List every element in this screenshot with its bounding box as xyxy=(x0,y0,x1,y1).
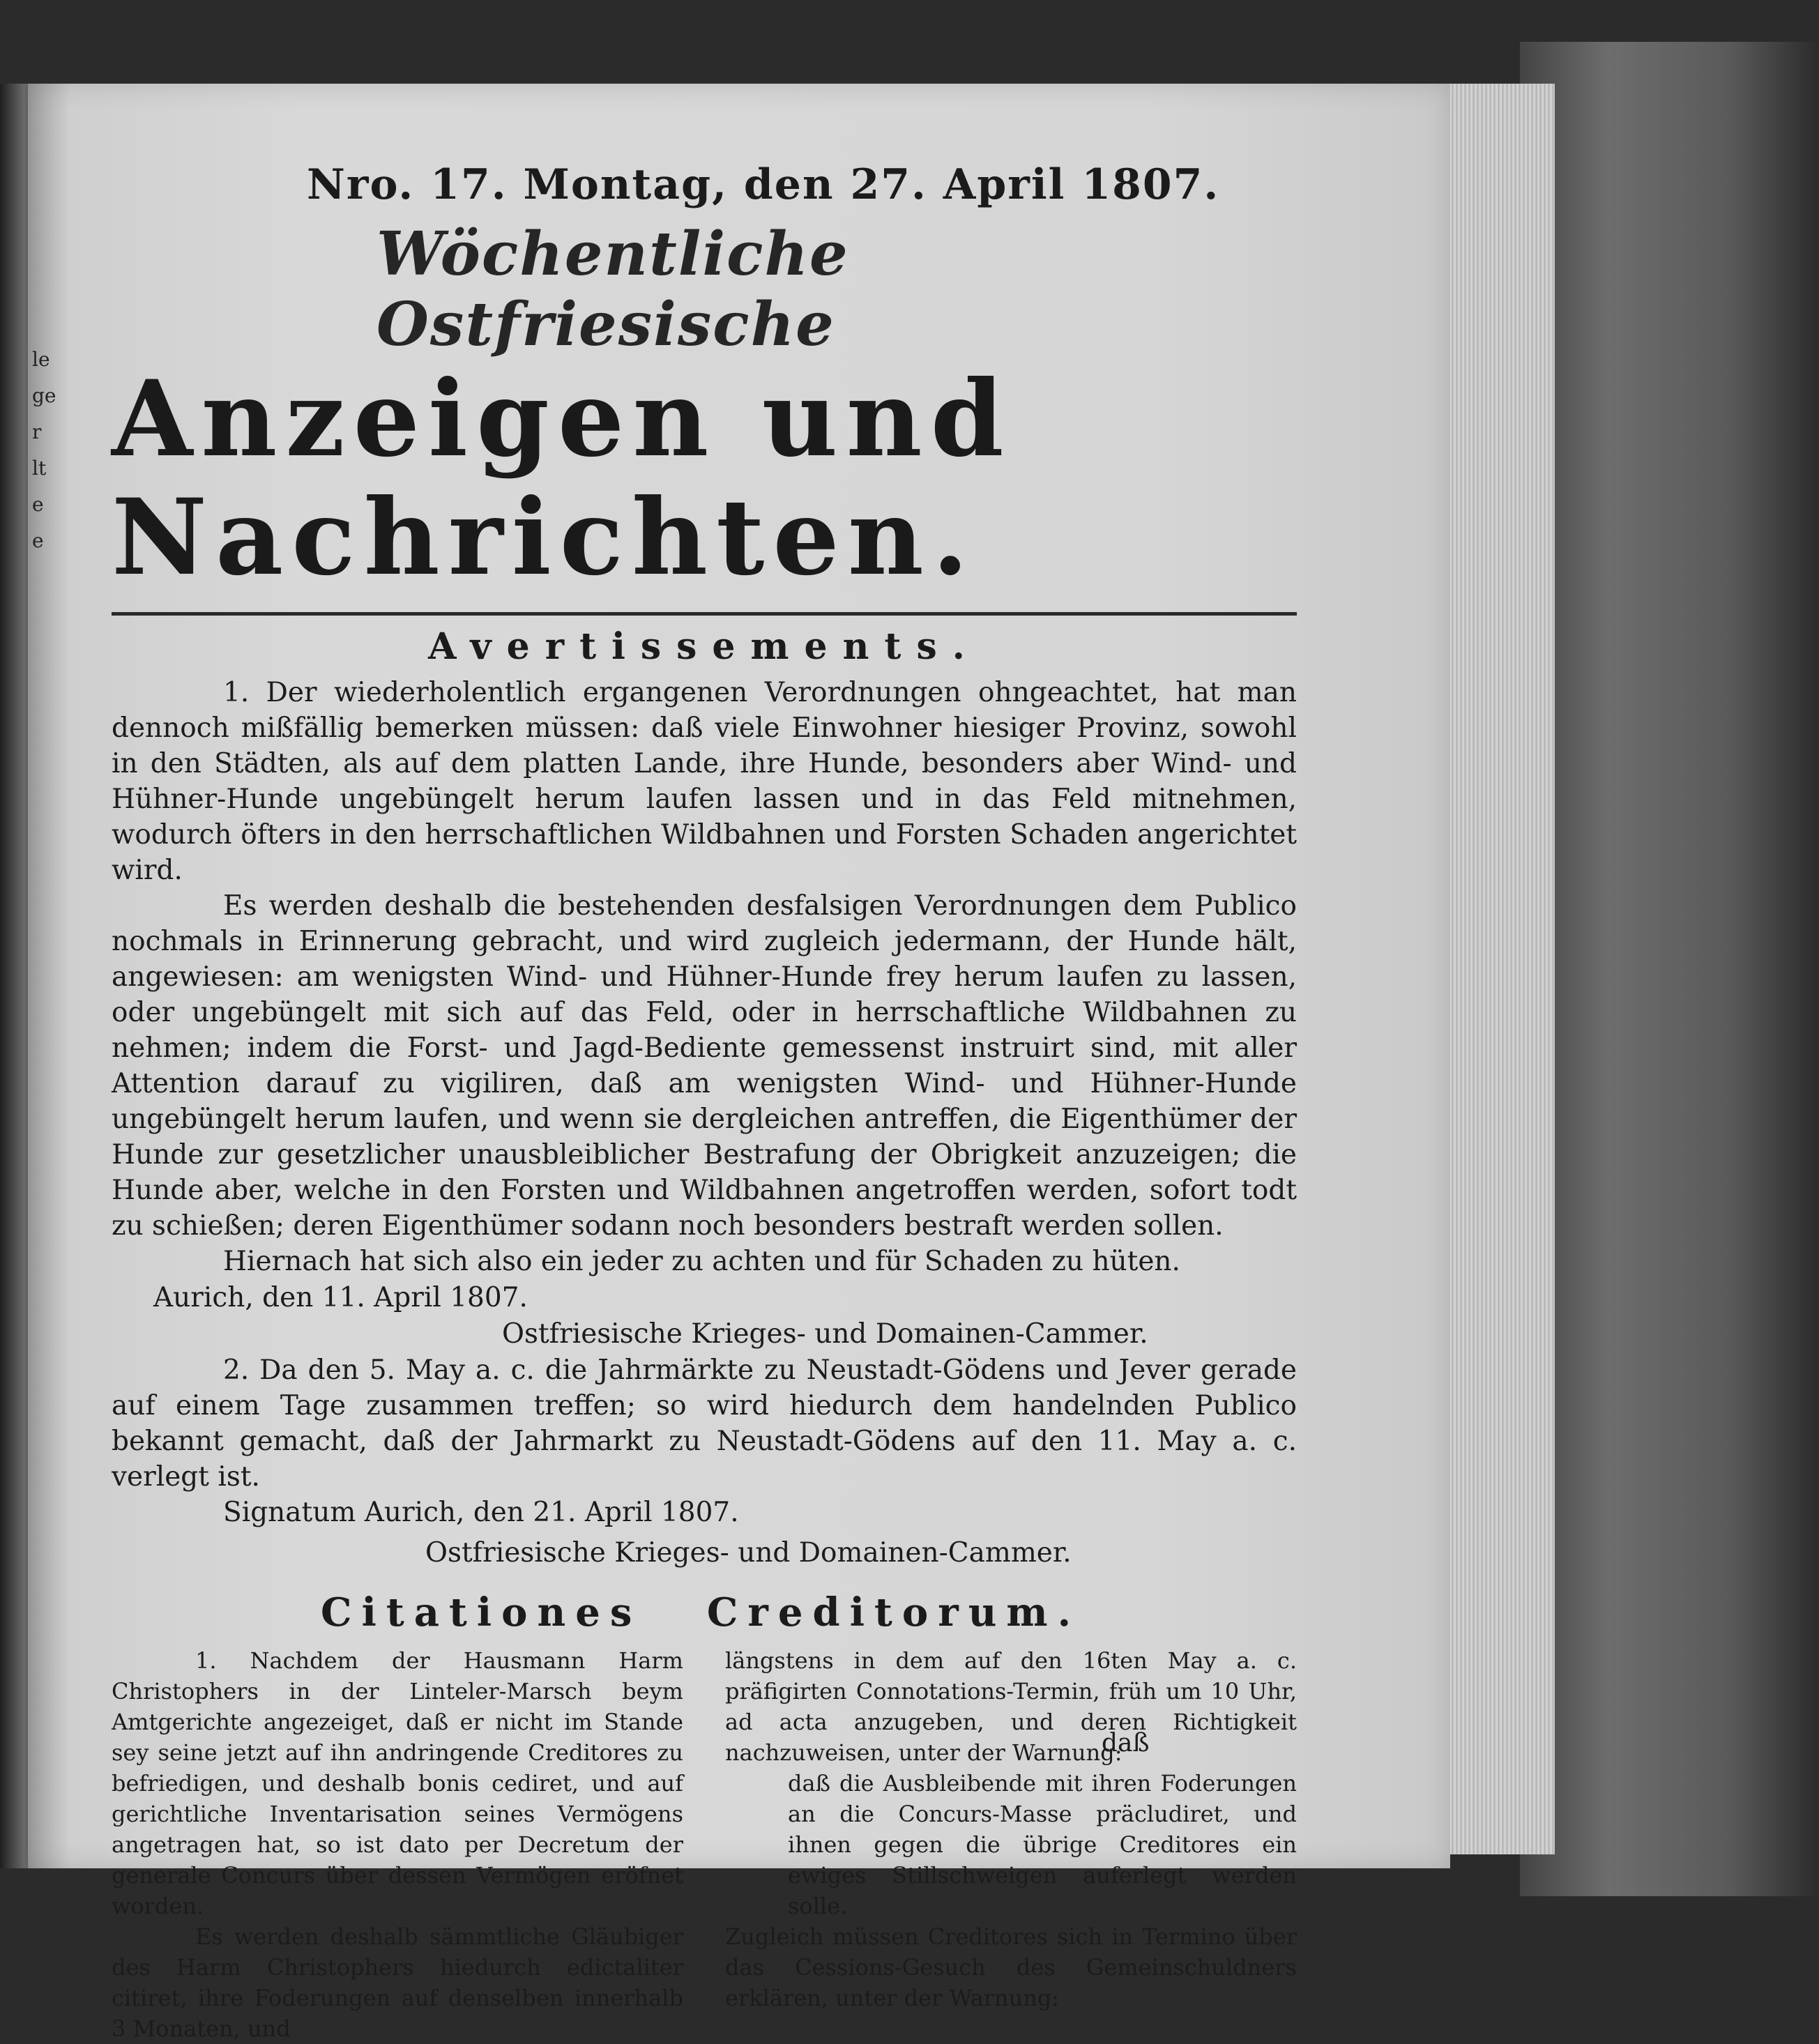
notice-1-paragraph-1: 1. Der wiederholentlich ergangenen Verordnungen ohngeachtet, hat man dennoch mißfällig bemerken müssen: daß viele Einwohner hiesiger Provinz, sowohl in den Städten, als auf dem platten Lande, ihre Hunde, besonders aber Wind- und Hühner-Hunde ungebüngelt herum laufen lassen und in das Feld mitnehmen, wodurch öfters in den herrschaftlichen Wildbahnen und Forsten Schaden angerichtet wird. xyxy=(112,677,1297,886)
catchword: daß xyxy=(1102,1729,1150,1757)
issue-line: Nro. 17. Montag, den 27. April 1807. xyxy=(307,160,1220,209)
notice-2-signature: Ostfriesische Krieges- und Domainen-Cammer. xyxy=(425,1537,1072,1569)
citation-warning-1: daß die Ausbleibende mit ihren Foderungen an die Concurs-Masse präcludiret, und ihnen gegen die übrige Creditores ein ewiges Stillschweigen auferlegt werden solle. xyxy=(788,1770,1297,1919)
left-column xyxy=(112,1645,683,2044)
masthead-line-2: Anzeigen und Nachrichten. xyxy=(112,358,1012,599)
margin-letter: r xyxy=(32,420,42,443)
notice-2-paragraph-1: 2. Da den 5. May a. c. die Jahrmärkte zu Neustadt-Gödens und Jever gerade auf einem Tage zusammen treffen; so wird hiedurch dem handelnden Publico bekannt gemacht, daß der Jahrmarkt zu Neustadt-Gödens auf den 11. May a. c. verlegt ist. xyxy=(112,1355,1297,1493)
masthead-line-1: Wöchentliche Ostfriesische xyxy=(376,219,849,360)
page-content xyxy=(112,160,1297,2044)
notice-1-date: Aurich, den 11. April 1807. xyxy=(153,1282,528,1313)
margin-letter: lt xyxy=(32,457,47,480)
section-heading-avertissements: Avertissements. xyxy=(428,625,980,668)
notice-2-date: Signatum Aurich, den 21. April 1807. xyxy=(223,1497,739,1528)
facing-page-margin xyxy=(32,342,56,559)
margin-letter: le xyxy=(32,348,50,371)
citation-paragraph-4: Zugleich müssen Creditores sich in Termino über das Cessions-Gesuch des Gemeinschuldners erklären, unter der Warnung: xyxy=(725,1923,1297,2011)
notice-1-signature: Ostfriesische Krieges- und Domainen-Cammer. xyxy=(502,1318,1148,1350)
section-heading-citationes: Citationes Creditorum. xyxy=(321,1589,1081,1635)
book-cover-right xyxy=(1520,42,1819,1896)
right-column xyxy=(725,1645,1297,2044)
two-column-text xyxy=(112,1645,1297,2044)
margin-letter: ge xyxy=(32,384,56,407)
citation-paragraph-1: 1. Nachdem der Hausmann Harm Christophers in der Linteler-Marsch beym Amtgerichte angezeiget, daß er nicht im Stande sey seine jetzt auf ihn andringende Creditores zu befriedigen, und deshalb bonis cediret, und auf gerichtliche Inventarisation seines Vermögens angetragen hat, so ist dato per Decretum der generale Concurs über dessen Vermögen eröfnet worden. xyxy=(112,1647,683,1919)
notice-1-paragraph-3: Hiernach hat sich also ein jeder zu achten und für Schaden zu hüten. xyxy=(223,1246,1180,1277)
citation-paragraph-3: längstens in dem auf den 16ten May a. c. präfigirten Connotations-Termin, früh um 10 Uhr, ad acta anzugeben, und deren Richtigkeit nachzuweisen, unter der Warnung: xyxy=(725,1647,1297,1766)
citation-paragraph-2: Es werden deshalb sämmtliche Gläubiger des Harm Christophers hiedurch edictaliter citiret, ihre Foderungen auf denselben innerhalb 3 Monaten, und xyxy=(112,1923,683,2042)
margin-letter: e xyxy=(32,529,44,552)
notice-1-paragraph-2: Es werden deshalb die bestehenden desfalsigen Verordnungen dem Publico nochmals in Erinnerung gebracht, und wird zugleich jedermann, der Hunde hält, angewiesen: am wenigsten Wind- und Hühner-Hunde frey herum laufen zu lassen, oder ungebüngelt mit sich auf das Feld, oder in herrschaftliche Wildbahnen zu nehmen; indem die Forst- und Jagd-Bediente gemessenst instruirt sind, mit aller Attention darauf zu vigiliren, daß am wenigsten Wind- und Hühner-Hunde ungebüngelt herum laufen, und wenn sie dergleichen antreffen, die Eigenthümer der Hunde zur gesetzlicher unausbleiblicher Bestrafung der Obrigkeit anzuzeigen; die Hunde aber, welche in den Forsten und Wildbahnen angetroffen werden, sofort todt zu schießen; deren Eigenthümer sodann noch besonders bestraft werden sollen. xyxy=(112,890,1297,1242)
masthead-rule xyxy=(112,612,1297,616)
margin-letter: e xyxy=(32,493,44,516)
page-edges xyxy=(1436,84,1555,1854)
